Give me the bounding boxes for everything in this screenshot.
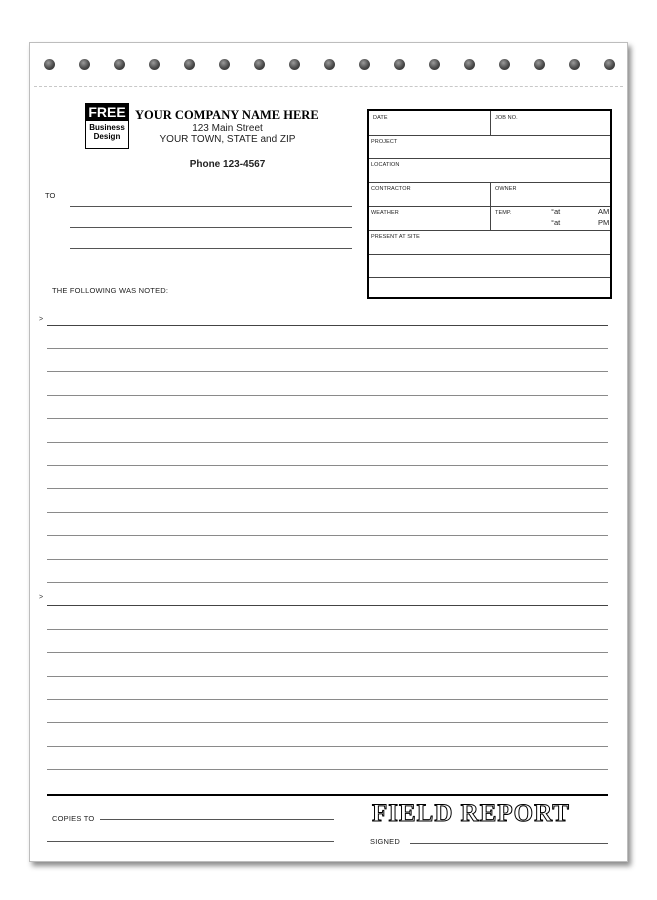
- note-line[interactable]: [47, 465, 608, 466]
- copies-to-line[interactable]: [47, 841, 334, 842]
- note-line[interactable]: [47, 769, 608, 770]
- punch-hole: [534, 59, 545, 70]
- note-line[interactable]: [47, 559, 608, 560]
- box-row-line: [369, 135, 610, 136]
- to-line[interactable]: [70, 248, 352, 249]
- to-line[interactable]: [70, 206, 352, 207]
- project-label: PROJECT: [371, 139, 398, 145]
- footer-divider: [47, 794, 608, 796]
- note-line[interactable]: [47, 699, 608, 700]
- punch-hole: [394, 59, 405, 70]
- box-row-line: [369, 230, 610, 231]
- box-divider: [490, 111, 491, 135]
- note-line[interactable]: [47, 395, 608, 396]
- company-name: YOUR COMPANY NAME HERE: [135, 108, 319, 122]
- punch-hole: [149, 59, 160, 70]
- company-phone: Phone 123-4567: [189, 159, 266, 170]
- field-report-title: FIELD REPORT: [372, 800, 570, 827]
- punch-hole: [184, 59, 195, 70]
- signature-line[interactable]: [410, 843, 608, 844]
- company-street: 123 Main Street: [192, 123, 263, 134]
- logo-design-text: Design: [93, 132, 121, 141]
- location-label: LOCATION: [371, 162, 400, 168]
- punch-hole: [464, 59, 475, 70]
- box-row-line: [369, 206, 610, 207]
- punch-hole: [219, 59, 230, 70]
- punch-hole: [254, 59, 265, 70]
- note-line[interactable]: [47, 605, 608, 606]
- note-line[interactable]: [47, 348, 608, 349]
- box-row-line: [369, 254, 610, 255]
- arrow-marker: >: [39, 316, 44, 323]
- punch-hole: [499, 59, 510, 70]
- note-line[interactable]: [47, 371, 608, 372]
- note-line[interactable]: [47, 325, 608, 326]
- temp-at-pm-label: °at: [551, 218, 561, 227]
- punch-holes: [44, 59, 614, 71]
- box-row-line: [369, 277, 610, 278]
- following-was-noted-label: THE FOLLOWING WAS NOTED:: [52, 286, 169, 295]
- punch-hole: [359, 59, 370, 70]
- note-line[interactable]: [47, 629, 608, 630]
- note-line[interactable]: [47, 418, 608, 419]
- weather-label: WEATHER: [371, 210, 399, 216]
- copies-to-label: COPIES TO: [52, 814, 95, 823]
- logo-free-text: FREE: [86, 104, 128, 121]
- temp-label: TEMP.: [495, 210, 512, 216]
- punch-hole: [44, 59, 55, 70]
- punch-hole: [114, 59, 125, 70]
- contractor-label: CONTRACTOR: [371, 186, 411, 192]
- present-at-site-label: PRESENT AT SITE: [371, 234, 420, 240]
- to-line[interactable]: [70, 227, 352, 228]
- note-line[interactable]: [47, 512, 608, 513]
- date-label: DATE: [373, 115, 388, 121]
- note-line[interactable]: [47, 746, 608, 747]
- company-city: YOUR TOWN, STATE and ZIP: [159, 134, 296, 145]
- owner-label: OWNER: [495, 186, 517, 192]
- punch-hole: [289, 59, 300, 70]
- note-line[interactable]: [47, 535, 608, 536]
- arrow-marker: >: [39, 594, 44, 601]
- note-line[interactable]: [47, 652, 608, 653]
- free-business-design-logo: [85, 103, 129, 149]
- am-label: AM: [598, 207, 610, 216]
- note-line[interactable]: [47, 582, 608, 583]
- temp-at-am-label: °at: [551, 207, 561, 216]
- job-no-label: JOB NO.: [495, 115, 518, 121]
- form-sheet: [29, 42, 628, 862]
- job-info-box: [367, 109, 612, 299]
- logo-subtitle: [86, 123, 128, 141]
- note-line[interactable]: [47, 442, 608, 443]
- box-row-line: [369, 158, 610, 159]
- perforation-line: [34, 86, 623, 87]
- signed-label: SIGNED: [370, 837, 400, 846]
- punch-hole: [569, 59, 580, 70]
- copies-to-line[interactable]: [100, 819, 334, 820]
- logo-business-text: Business: [89, 123, 125, 132]
- note-line[interactable]: [47, 676, 608, 677]
- to-label: TO: [45, 191, 56, 200]
- punch-hole: [429, 59, 440, 70]
- pm-label: PM: [598, 218, 610, 227]
- punch-hole: [604, 59, 615, 70]
- punch-hole: [324, 59, 335, 70]
- punch-hole: [79, 59, 90, 70]
- note-line[interactable]: [47, 488, 608, 489]
- note-line[interactable]: [47, 722, 608, 723]
